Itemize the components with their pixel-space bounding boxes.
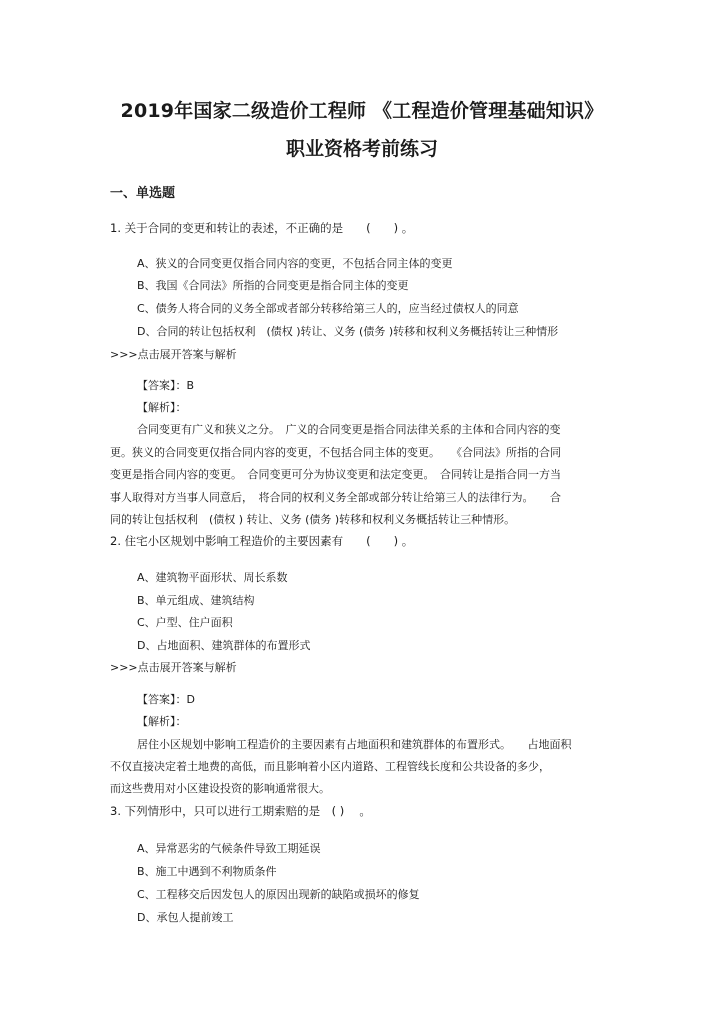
question-1-option-a: A、狭义的合同变更仅指合同内容的变更，不包括合同主体的变更 [137, 257, 453, 270]
section-heading: 一、单选题 [110, 186, 176, 201]
question-3-option-c: C、工程移交后因发包人的原因出现新的缺陷或损坏的修复 [137, 888, 420, 901]
question-1-option-b: B、我国《合同法》所指的合同变更是指合同主体的变更 [137, 279, 409, 292]
question-2-explanation-line: 不仅直接决定着土地费的高低，而且影响着小区内道路、工程管线长度和公共设备的多少， [110, 760, 550, 773]
question-3-stem: 3. 下列情形中，只可以进行工期索赔的是 ( ) 。 [110, 804, 371, 818]
question-3-option-b: B、施工中遇到不利物质条件 [137, 865, 277, 878]
question-1-explanation-line: 同的转让包括权利 (债权 ) 转让、义务 (债务 )转移和权利义务概括转让三种情形。 [110, 513, 516, 526]
question-2-answer: 【答案】：D [137, 693, 195, 706]
question-3-option-a: A、异常恶劣的气候条件导致工期延误 [137, 842, 321, 855]
question-1-stem: 1. 关于合同的变更和转让的表述，不正确的是 ( ) 。 [110, 221, 414, 235]
question-2-option-a: A、建筑物平面形状、周长系数 [137, 571, 288, 584]
question-2-option-c: C、户型、住户面积 [137, 616, 233, 629]
question-1-option-c: C、债务人将合同的义务全部或者部分转移给第三人的，应当经过债权人的同意 [137, 302, 519, 315]
question-2-stem: 2. 住宅小区规划中影响工程造价的主要因素有 ( ) 。 [110, 534, 414, 548]
question-2-explanation-line: 而这些费用对小区建设投资的影响通常很大。 [110, 782, 330, 795]
question-1-explanation-line: 事人取得对方当事人同意后， 将合同的权利义务全部或部分转让给第三人的法律行为。 合 [110, 491, 561, 504]
document-subtitle: 职业资格考前练习 [285, 138, 438, 160]
question-1-explanation-line: 合同变更有广义和狭义之分。 广义的合同变更是指合同法律关系的主体和合同内容的变 [137, 423, 561, 436]
question-3-option-d: D、承包人提前竣工 [137, 911, 234, 924]
document-title: 2019年国家二级造价工程师 《工程造价管理基础知识》 [120, 100, 604, 122]
question-1-analysis-label: 【解析】： [137, 401, 187, 414]
question-1-explanation-line: 更。狭义的合同变更仅指合同内容的变更，不包括合同主体的变更。 《合同法》所指的合同 [110, 446, 561, 459]
question-2-option-b: B、单元组成、建筑结构 [137, 594, 255, 607]
question-2-expand-link[interactable]: >>>点击展开答案与解析 [110, 661, 237, 674]
question-1-explanation-line: 变更是指合同内容的变更。 合同变更可分为协议变更和法定变更。 合同转让是指合同一方当 [110, 468, 561, 481]
question-2-option-d: D、占地面积、建筑群体的布置形式 [137, 639, 311, 652]
question-1-expand-link[interactable]: >>>点击展开答案与解析 [110, 348, 237, 361]
question-1-answer: 【答案】：B [137, 379, 195, 392]
question-1-option-d: D、合同的转让包括权利 (债权 )转让、义务 (债务 )转移和权利义务概括转让三种情形 [137, 325, 559, 338]
question-2-analysis-label: 【解析】： [137, 715, 187, 728]
question-2-explanation-line: 居住小区规划中影响工程造价的主要因素有占地面积和建筑群体的布置形式。 占地面积 [137, 738, 572, 751]
